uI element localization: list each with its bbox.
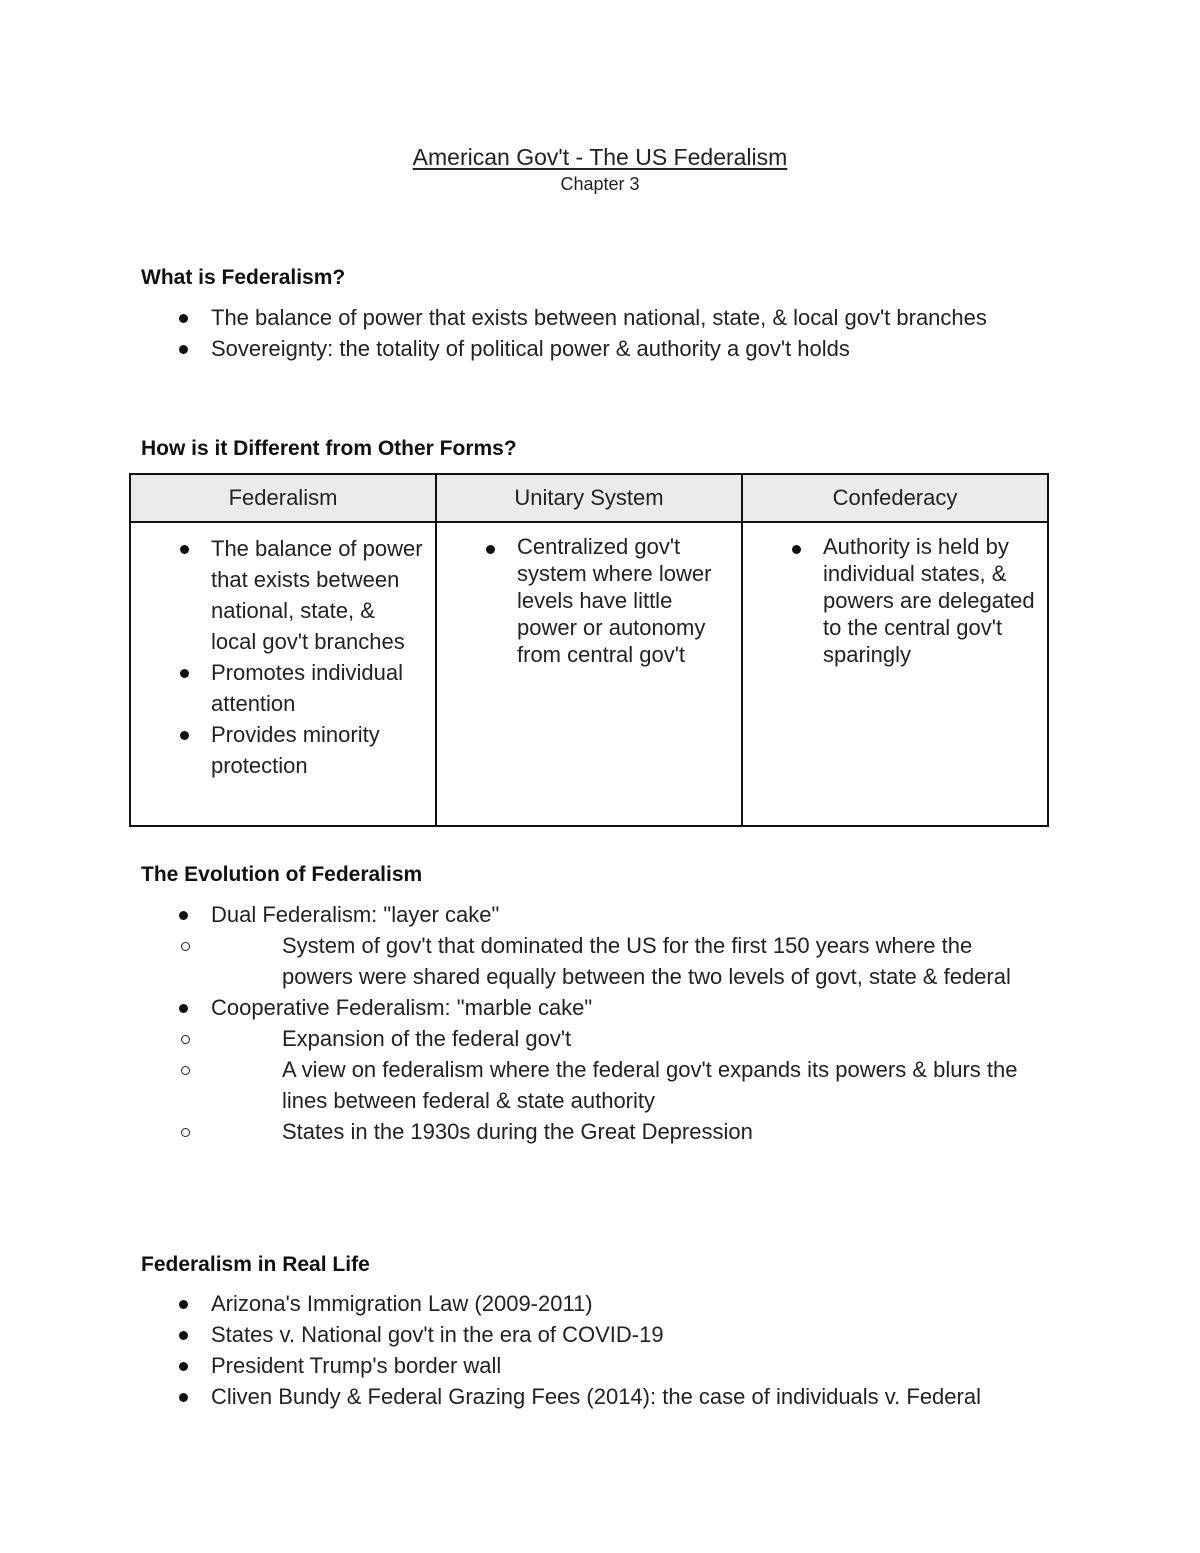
sub-list-item	[141, 1054, 1041, 1116]
table-row	[130, 522, 1048, 826]
table-cell-federalism	[130, 522, 436, 826]
section-heading-evolution: The Evolution of Federalism	[141, 863, 423, 886]
section-heading-how-different: How is it Different from Other Forms?	[141, 437, 517, 460]
what-is-federalism-list	[141, 302, 1081, 364]
section-heading-what-is-federalism: What is Federalism?	[141, 266, 346, 289]
sub-list-item-label: States in the 1930s during the Great Depression	[282, 1119, 753, 1144]
list-item: Promotes individual attention	[131, 657, 425, 719]
list-item: Authority is held by individual states, & powers are delegated to the central gov't sparingly	[743, 533, 1037, 668]
list-item: President Trump's border wall	[141, 1350, 1101, 1381]
table-cell-unitary-system	[436, 522, 742, 826]
table-header-row	[130, 474, 1048, 522]
document-title: American Gov't - The US Federalism	[412, 144, 788, 170]
list-item: The balance of power that exists between national, state, & local gov't branches	[141, 302, 1081, 333]
real-life-list	[141, 1288, 1101, 1412]
list-item: Sovereignty: the totality of political power & authority a gov't holds	[141, 333, 1081, 364]
comparison-table	[129, 473, 1049, 827]
list-item: Provides minority protection	[131, 719, 425, 781]
sub-list-item-label: Expansion of the federal gov't	[282, 1026, 572, 1051]
sub-list-item-label: System of gov't that dominated the US for the first 150 years where the powers were shared equally between the two levels of govt, state & federal	[282, 933, 1011, 989]
list-item-label: Cooperative Federalism: "marble cake"	[211, 995, 593, 1020]
evolution-list	[141, 899, 1041, 1147]
list-item: Centralized gov't system where lower levels have little power or autonomy from central gov't	[437, 533, 731, 668]
table-header-confederacy: Confederacy	[742, 474, 1048, 522]
section-heading-real-life: Federalism in Real Life	[141, 1253, 370, 1276]
sub-list-item	[141, 1116, 1041, 1147]
list-item	[141, 899, 1041, 992]
list-item: Arizona's Immigration Law (2009-2011)	[141, 1288, 1101, 1319]
list-item-label: Dual Federalism: "layer cake"	[211, 902, 500, 927]
document-subtitle: Chapter 3	[560, 174, 640, 194]
sub-list	[141, 1023, 1041, 1147]
table-header-unitary-system: Unitary System	[436, 474, 742, 522]
sub-list-item-label: A view on federalism where the federal gov't expands its powers & blurs the lines between federal & state authority	[282, 1057, 1018, 1113]
table-header-federalism: Federalism	[130, 474, 436, 522]
sub-list-item	[141, 1023, 1041, 1054]
sub-list	[141, 930, 1041, 992]
sub-list-item	[141, 930, 1041, 992]
table-cell-confederacy	[742, 522, 1048, 826]
list-item	[141, 992, 1041, 1147]
list-item: The balance of power that exists between national, state, & local gov't branches	[131, 533, 425, 657]
list-item: States v. National gov't in the era of COVID-19	[141, 1319, 1101, 1350]
list-item: Cliven Bundy & Federal Grazing Fees (2014): the case of individuals v. Federal	[141, 1381, 1101, 1412]
